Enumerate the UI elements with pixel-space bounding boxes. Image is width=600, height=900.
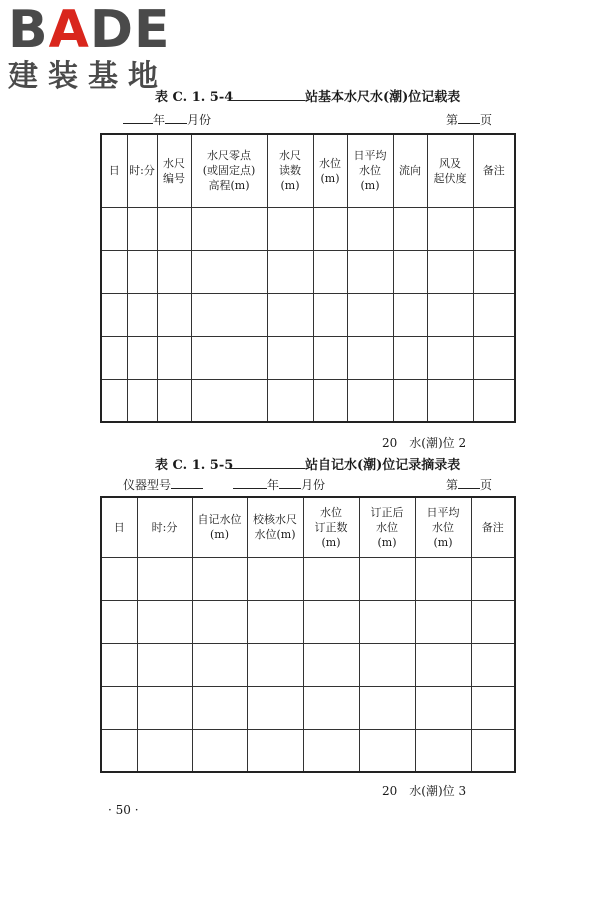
table-cell[interactable]: [157, 250, 191, 293]
table-cell[interactable]: [427, 207, 473, 250]
column-header-label: 风及: [439, 156, 461, 170]
table2-footer: 20 水(潮)位 3: [382, 784, 467, 798]
table1-footer: 20 水(潮)位 2: [382, 436, 467, 450]
column-header: [157, 134, 191, 207]
column-header-label: (m): [209, 528, 229, 542]
table-cell[interactable]: [393, 336, 427, 379]
table-cell[interactable]: [191, 207, 267, 250]
table-cell[interactable]: [471, 643, 515, 686]
column-header-label: 水位: [320, 505, 342, 519]
column-header: [313, 134, 347, 207]
table-cell[interactable]: [473, 379, 515, 422]
logo-subtitle: 建装基地: [8, 59, 168, 94]
table2-heading: [230, 454, 460, 473]
table2-instrument-line: 仪器型号: [123, 476, 203, 493]
column-header-label: 水尺: [163, 156, 185, 170]
table-cell[interactable]: [267, 379, 313, 422]
page-number: · 50 ·: [108, 803, 139, 817]
table-cell[interactable]: [157, 379, 191, 422]
table-row: [101, 600, 515, 643]
table-cell[interactable]: [359, 600, 415, 643]
table-cell[interactable]: [359, 643, 415, 686]
column-header-label: (m): [321, 535, 341, 549]
column-header: [303, 497, 359, 557]
table-cell[interactable]: [101, 336, 127, 379]
column-header-label: 起伏度: [433, 171, 467, 185]
column-header-label: (或固定点): [202, 164, 256, 178]
column-header-label: 日平均: [353, 149, 387, 163]
column-header-label: 流向: [399, 164, 421, 178]
table-cell[interactable]: [267, 250, 313, 293]
column-header-label: 日: [108, 164, 120, 178]
table-cell[interactable]: [137, 557, 192, 600]
table-cell[interactable]: [473, 207, 515, 250]
table2-number: 表 C. 1. 5-5: [155, 458, 234, 473]
table-cell[interactable]: [473, 250, 515, 293]
column-header: [191, 134, 267, 207]
table1-date-line: 年 月份: [123, 111, 211, 128]
bade-logo: BADE: [8, 0, 171, 60]
table-cell[interactable]: [247, 729, 303, 772]
column-header-label: 读数: [279, 164, 301, 178]
table-cell[interactable]: [157, 293, 191, 336]
table-cell[interactable]: [415, 557, 471, 600]
table-cell[interactable]: [313, 379, 347, 422]
column-header-label: 订正数: [314, 520, 348, 534]
table-cell[interactable]: [127, 379, 157, 422]
column-header-label: 水位: [319, 156, 341, 170]
table-cell[interactable]: [359, 729, 415, 772]
table-cell[interactable]: [393, 207, 427, 250]
column-header: [101, 497, 137, 557]
table-cell[interactable]: [192, 643, 247, 686]
column-header-label: 水位: [376, 520, 398, 534]
table-cell[interactable]: [393, 250, 427, 293]
table-cell[interactable]: [359, 557, 415, 600]
table-cell[interactable]: [192, 600, 247, 643]
table-cell[interactable]: [415, 729, 471, 772]
table-cell[interactable]: [191, 293, 267, 336]
table-cell[interactable]: [427, 250, 473, 293]
table-header-row: [101, 497, 515, 557]
column-header-label: (m): [377, 535, 397, 549]
column-header-label: (m): [433, 535, 453, 549]
table-cell[interactable]: [101, 729, 137, 772]
table-cell[interactable]: [347, 250, 393, 293]
table-cell[interactable]: [473, 293, 515, 336]
table-cell[interactable]: [473, 336, 515, 379]
year-blank[interactable]: [123, 113, 153, 124]
table-cell[interactable]: [101, 207, 127, 250]
table-cell[interactable]: [471, 686, 515, 729]
table-cell[interactable]: [127, 207, 157, 250]
table-row: [101, 207, 515, 250]
page-blank[interactable]: [458, 113, 480, 124]
column-header: [473, 134, 515, 207]
table-cell[interactable]: [101, 643, 137, 686]
table-row: [101, 557, 515, 600]
column-header-label: 水尺零点: [207, 149, 251, 163]
column-header: [127, 134, 157, 207]
table-cell[interactable]: [137, 600, 192, 643]
table-cell[interactable]: [127, 336, 157, 379]
table-cell[interactable]: [415, 686, 471, 729]
column-header-label: 订正后: [370, 505, 404, 519]
column-header-label: (m): [280, 179, 300, 193]
table1-number: 表 C. 1. 5-4: [155, 90, 234, 105]
column-header-label: 校核水尺: [253, 513, 297, 527]
table-row: [101, 336, 515, 379]
table-cell[interactable]: [247, 600, 303, 643]
column-header-label: 备注: [481, 520, 504, 534]
column-header: [427, 134, 473, 207]
table-cell[interactable]: [313, 207, 347, 250]
column-header: [192, 497, 247, 557]
column-header-label: 日: [113, 520, 125, 534]
column-header-label: 时:分: [151, 520, 178, 534]
table-cell[interactable]: [303, 557, 359, 600]
table-row: [101, 250, 515, 293]
table-cell[interactable]: [471, 729, 515, 772]
table-cell[interactable]: [313, 250, 347, 293]
auto-record-excerpt-table: [100, 496, 516, 773]
column-header-label: 编号: [163, 171, 185, 185]
column-header-label: 备注: [482, 164, 505, 178]
table2-page-line: 第 页: [446, 478, 493, 492]
column-header-label: 高程(m): [208, 179, 250, 193]
page-blank-2[interactable]: [458, 478, 480, 489]
table-cell[interactable]: [303, 729, 359, 772]
table-cell[interactable]: [427, 379, 473, 422]
table2-date-line: 年 月份: [233, 476, 325, 493]
instrument-blank[interactable]: [171, 478, 203, 489]
table-row: [101, 643, 515, 686]
column-header-label: 自记水位: [197, 513, 242, 527]
table-cell[interactable]: [313, 293, 347, 336]
column-header-label: 日平均: [426, 505, 460, 519]
month-blank-2[interactable]: [279, 478, 301, 489]
table-cell[interactable]: [157, 207, 191, 250]
table-cell[interactable]: [303, 600, 359, 643]
table-cell[interactable]: [191, 379, 267, 422]
table-cell[interactable]: [267, 336, 313, 379]
column-header-label: 时:分: [129, 164, 155, 178]
table-cell[interactable]: [415, 643, 471, 686]
table-row: [101, 293, 515, 336]
table-cell[interactable]: [303, 686, 359, 729]
table-cell[interactable]: [347, 379, 393, 422]
table-cell[interactable]: [101, 686, 137, 729]
table-cell[interactable]: [393, 379, 427, 422]
table-cell[interactable]: [347, 336, 393, 379]
table1-heading: [230, 86, 460, 105]
table-cell[interactable]: [347, 293, 393, 336]
column-header-label: 水尺: [279, 149, 301, 163]
table1-title: 站基本水尺水(潮)位记载表: [305, 90, 461, 105]
table-cell[interactable]: [415, 600, 471, 643]
table-cell[interactable]: [127, 293, 157, 336]
table-cell[interactable]: [191, 250, 267, 293]
table-cell[interactable]: [191, 336, 267, 379]
table-row: [101, 379, 515, 422]
table-cell[interactable]: [471, 600, 515, 643]
table-cell[interactable]: [247, 643, 303, 686]
column-header: [359, 497, 415, 557]
month-blank[interactable]: [165, 113, 187, 124]
table-cell[interactable]: [192, 729, 247, 772]
table-cell[interactable]: [137, 643, 192, 686]
table-cell[interactable]: [347, 207, 393, 250]
table-cell[interactable]: [267, 293, 313, 336]
water-level-record-table: [100, 133, 516, 423]
table-cell[interactable]: [127, 250, 157, 293]
table-cell[interactable]: [101, 557, 137, 600]
table-cell[interactable]: [101, 250, 127, 293]
table-cell[interactable]: [101, 600, 137, 643]
table-row: [101, 729, 515, 772]
table2-title: 站自记水(潮)位记录摘录表: [305, 458, 461, 473]
column-header-label: (m): [320, 171, 340, 185]
column-header-label: 水位(m): [254, 528, 296, 542]
column-header: [267, 134, 313, 207]
table-cell[interactable]: [393, 293, 427, 336]
column-header-label: 水位: [432, 520, 454, 534]
table-cell[interactable]: [303, 643, 359, 686]
column-header: [415, 497, 471, 557]
column-header: [137, 497, 192, 557]
table-cell[interactable]: [101, 293, 127, 336]
column-header: [347, 134, 393, 207]
table-cell[interactable]: [192, 557, 247, 600]
year-blank-2[interactable]: [233, 478, 267, 489]
column-header-label: (m): [360, 179, 380, 193]
station-name-blank[interactable]: [230, 90, 305, 101]
table-body: [101, 207, 515, 422]
table-cell[interactable]: [471, 557, 515, 600]
table-cell[interactable]: [192, 686, 247, 729]
table-cell[interactable]: [101, 379, 127, 422]
table-cell[interactable]: [137, 729, 192, 772]
table-cell[interactable]: [267, 207, 313, 250]
table1-page-line: 第 页: [446, 113, 493, 127]
table-header-row: [101, 134, 515, 207]
table-cell[interactable]: [427, 293, 473, 336]
table-cell[interactable]: [247, 686, 303, 729]
column-header: [101, 134, 127, 207]
station-name-blank-2[interactable]: [230, 458, 305, 469]
column-header: [471, 497, 515, 557]
table-cell[interactable]: [247, 557, 303, 600]
table-cell[interactable]: [313, 336, 347, 379]
table-cell[interactable]: [427, 336, 473, 379]
table-cell[interactable]: [157, 336, 191, 379]
column-header-label: 水位: [359, 164, 381, 178]
column-header: [247, 497, 303, 557]
table-cell[interactable]: [137, 686, 192, 729]
column-header: [393, 134, 427, 207]
table-body: [101, 557, 515, 772]
table-row: [101, 686, 515, 729]
table-cell[interactable]: [359, 686, 415, 729]
